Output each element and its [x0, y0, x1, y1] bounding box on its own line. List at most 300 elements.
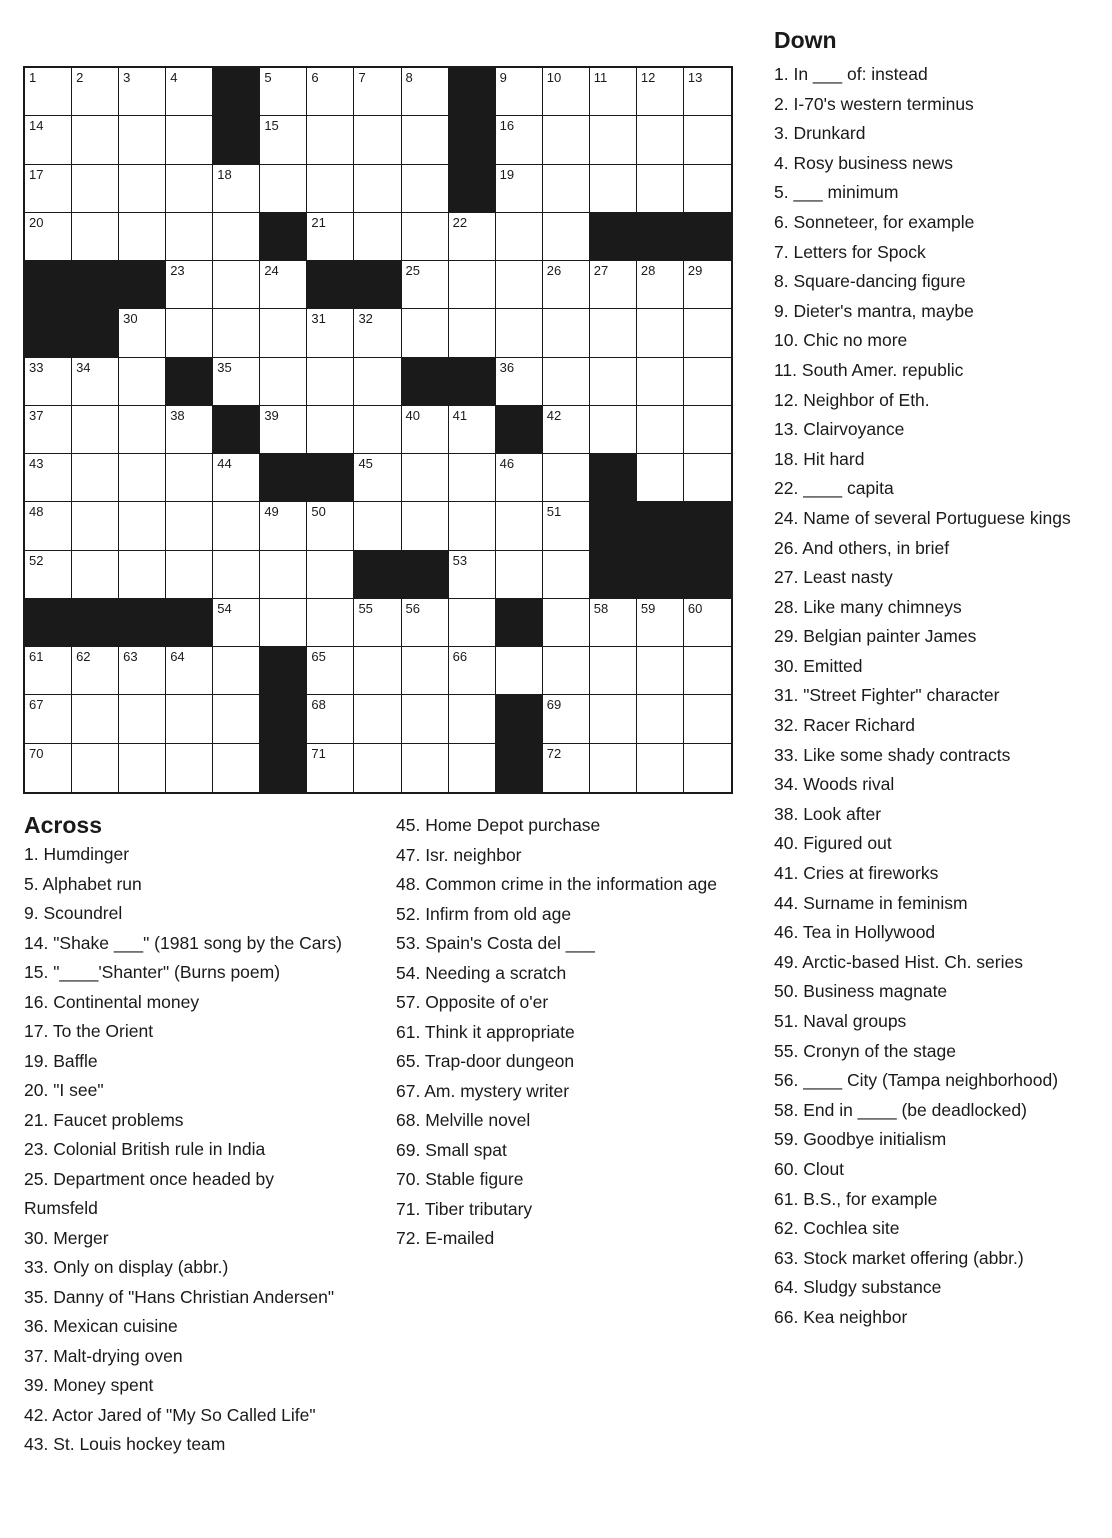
cell-number: 21 [311, 214, 326, 230]
clue-item: 16. Continental money [24, 991, 200, 1012]
grid-cell[interactable] [307, 647, 354, 695]
clue-item: 4. Rosy business news [774, 152, 953, 173]
cell-number: 28 [640, 263, 656, 279]
grid-cell[interactable] [402, 261, 449, 309]
clue-item: 22. ____ capita [774, 478, 894, 499]
grid-cell[interactable] [449, 406, 496, 454]
grid-cell[interactable] [684, 358, 731, 406]
clue-item: 64. Sludgy substance [774, 1277, 942, 1298]
cell-number: 34 [76, 359, 91, 375]
grid-cell[interactable] [354, 647, 401, 695]
grid-cell[interactable] [25, 213, 72, 261]
cell-number: 16 [499, 118, 515, 134]
grid-cell[interactable] [260, 165, 307, 213]
grid-cell[interactable] [496, 213, 543, 261]
cell-number: 67 [29, 697, 44, 713]
grid-cell[interactable] [354, 599, 401, 647]
grid-cell[interactable] [307, 358, 354, 406]
grid-cell[interactable] [590, 406, 637, 454]
grid-cell[interactable] [543, 68, 590, 116]
black-square [637, 213, 684, 261]
grid-cell[interactable] [637, 454, 684, 502]
grid-cell[interactable] [213, 695, 260, 743]
black-square [25, 599, 72, 647]
cell-number: 61 [29, 649, 44, 665]
cell-number: 65 [311, 649, 326, 665]
cell-number: 20 [29, 214, 44, 230]
grid-cell[interactable] [25, 454, 72, 502]
grid-cell[interactable] [72, 68, 119, 116]
grid-cell[interactable] [72, 647, 119, 695]
grid-cell[interactable] [637, 406, 684, 454]
cell-number: 24 [264, 263, 279, 279]
black-square [260, 454, 307, 502]
grid-cell[interactable] [72, 551, 119, 599]
grid-cell[interactable] [119, 502, 166, 550]
grid-cell[interactable] [307, 213, 354, 261]
grid-cell[interactable] [590, 165, 637, 213]
grid-cell[interactable] [307, 309, 354, 357]
grid-cell[interactable] [354, 454, 401, 502]
grid-cell[interactable] [402, 309, 449, 357]
clue-item: 1. Humdinger [24, 844, 130, 864]
grid-cell[interactable] [213, 213, 260, 261]
cell-number: 44 [217, 456, 232, 472]
grid-cell[interactable] [72, 116, 119, 164]
cell-number: 15 [264, 118, 279, 134]
cell-number: 45 [358, 456, 373, 472]
cell-number: 58 [593, 600, 609, 616]
clue-item: 61. B.S., for example [774, 1188, 938, 1209]
clue-item: 59. Goodbye initialism [774, 1129, 947, 1150]
grid-cell[interactable] [260, 551, 307, 599]
grid-cell[interactable] [590, 695, 637, 743]
black-square [449, 68, 496, 116]
grid-cell[interactable] [637, 165, 684, 213]
grid-cell[interactable] [119, 647, 166, 695]
cell-number: 31 [311, 311, 326, 327]
grid-cell[interactable] [260, 68, 307, 116]
clue-item: 35. Danny of "Hans Christian Andersen" [24, 1286, 335, 1307]
grid-cell[interactable] [307, 406, 354, 454]
black-square [72, 309, 119, 357]
cell-number: 29 [687, 263, 703, 279]
grid-cell[interactable] [637, 261, 684, 309]
grid-cell[interactable] [543, 502, 590, 550]
grid-cell[interactable] [543, 165, 590, 213]
grid-cell[interactable] [119, 358, 166, 406]
grid-cell[interactable] [496, 68, 543, 116]
black-square [25, 261, 72, 309]
cell-number: 8 [405, 70, 413, 85]
grid-cell[interactable] [25, 502, 72, 550]
crossword-grid [23, 66, 733, 794]
cell-number: 22 [452, 214, 468, 230]
black-square [684, 213, 731, 261]
grid-cell[interactable] [166, 454, 213, 502]
black-square [213, 68, 260, 116]
grid-cell[interactable] [213, 261, 260, 309]
grid-cell[interactable] [402, 406, 449, 454]
cell-number: 17 [29, 166, 44, 182]
grid-cell[interactable] [637, 599, 684, 647]
clue-item: 7. Letters for Spock [774, 241, 926, 262]
clue-item: 37. Malt-drying oven [24, 1345, 183, 1366]
grid-cell[interactable] [25, 695, 72, 743]
black-square [307, 454, 354, 502]
grid-cell[interactable] [354, 309, 401, 357]
grid-cell[interactable] [543, 599, 590, 647]
grid-cell[interactable] [402, 116, 449, 164]
grid-cell[interactable] [119, 116, 166, 164]
black-square [402, 551, 449, 599]
grid-cell[interactable] [166, 744, 213, 792]
grid-cell[interactable] [402, 213, 449, 261]
grid-cell[interactable] [496, 261, 543, 309]
cell-number: 68 [311, 697, 326, 713]
grid-cell[interactable] [307, 165, 354, 213]
clue-item: 32. Racer Richard [774, 715, 916, 736]
grid-cell[interactable] [307, 599, 354, 647]
cell-number: 63 [123, 649, 138, 665]
grid-cell[interactable] [354, 68, 401, 116]
cell-number: 6 [311, 70, 319, 85]
grid-cell[interactable] [684, 454, 731, 502]
clue-item: 9. Scoundrel [24, 903, 123, 923]
grid-cell[interactable] [637, 309, 684, 357]
black-square [119, 261, 166, 309]
black-square [496, 744, 543, 792]
grid-cell[interactable] [354, 502, 401, 550]
grid-cell[interactable] [543, 213, 590, 261]
clue-item: 71. Tiber tributary [396, 1198, 533, 1219]
grid-cell[interactable] [637, 68, 684, 116]
grid-cell[interactable] [213, 165, 260, 213]
grid-cell[interactable] [166, 165, 213, 213]
grid-cell[interactable] [637, 358, 684, 406]
grid-cell[interactable] [119, 309, 166, 357]
grid-cell[interactable] [402, 599, 449, 647]
clue-item: 46. Tea in Hollywood [774, 922, 936, 943]
grid-cell[interactable] [590, 358, 637, 406]
across-clue-list-2 [396, 811, 717, 1254]
grid-cell[interactable] [354, 165, 401, 213]
grid-cell[interactable] [496, 309, 543, 357]
grid-cell[interactable] [166, 502, 213, 550]
cell-number: 27 [593, 263, 609, 279]
grid-cell[interactable] [307, 116, 354, 164]
clue-item: 13. Clairvoyance [774, 419, 905, 440]
black-square [637, 551, 684, 599]
grid-cell[interactable] [637, 647, 684, 695]
cell-number: 53 [452, 552, 468, 568]
black-square [260, 695, 307, 743]
clue-item: 33. Only on display (abbr.) [24, 1257, 229, 1277]
grid-cell[interactable] [637, 116, 684, 164]
across-clue-list-1 [24, 840, 342, 1460]
clue-item: 52. Infirm from old age [396, 903, 572, 924]
grid-cell[interactable] [590, 68, 637, 116]
grid-cell[interactable] [543, 551, 590, 599]
grid-cell[interactable] [166, 261, 213, 309]
grid-cell[interactable] [590, 261, 637, 309]
grid-cell[interactable] [449, 454, 496, 502]
clue-item: 61. Think it appropriate [396, 1021, 575, 1042]
grid-cell[interactable] [166, 213, 213, 261]
clue-item: 58. End in ____ (be deadlocked) [774, 1099, 1027, 1120]
grid-cell[interactable] [166, 647, 213, 695]
grid-cell[interactable] [307, 68, 354, 116]
black-square [213, 116, 260, 164]
cell-number: 1 [29, 70, 37, 85]
clue-item: 12. Neighbor of Eth. [774, 389, 930, 410]
grid-cell[interactable] [307, 695, 354, 743]
cell-number: 50 [311, 504, 326, 520]
grid-cell[interactable] [543, 261, 590, 309]
cell-number: 72 [546, 745, 562, 761]
grid-cell[interactable] [72, 165, 119, 213]
grid-cell[interactable] [543, 695, 590, 743]
grid-cell[interactable] [119, 68, 166, 116]
black-square [72, 599, 119, 647]
grid-cell[interactable] [72, 213, 119, 261]
grid-cell[interactable] [402, 695, 449, 743]
grid-cell[interactable] [213, 551, 260, 599]
grid-cell[interactable] [119, 695, 166, 743]
grid-cell[interactable] [213, 454, 260, 502]
cell-number: 52 [29, 552, 44, 568]
grid-cell[interactable] [72, 744, 119, 792]
clue-item: 3. Drunkard [774, 123, 866, 144]
grid-cell[interactable] [449, 551, 496, 599]
clue-item: 57. Opposite of o'er [396, 992, 549, 1012]
clue-item: 41. Cries at fireworks [774, 863, 939, 884]
grid-cell[interactable] [213, 647, 260, 695]
black-square [496, 406, 543, 454]
grid-cell[interactable] [590, 599, 637, 647]
grid-cell[interactable] [496, 502, 543, 550]
grid-cell[interactable] [119, 406, 166, 454]
grid-cell[interactable] [684, 599, 731, 647]
grid-cell[interactable] [637, 744, 684, 792]
grid-cell[interactable] [543, 647, 590, 695]
black-square [590, 502, 637, 550]
grid-cell[interactable] [166, 695, 213, 743]
clue-item: 26. And others, in brief [774, 537, 950, 558]
grid-cell[interactable] [213, 358, 260, 406]
grid-cell[interactable] [119, 551, 166, 599]
grid-cell[interactable] [590, 309, 637, 357]
cell-number: 26 [546, 263, 562, 279]
grid-cell[interactable] [496, 647, 543, 695]
grid-cell[interactable] [402, 502, 449, 550]
cell-number: 14 [29, 118, 44, 134]
clue-item: 17. To the Orient [24, 1021, 154, 1041]
grid-cell[interactable] [25, 551, 72, 599]
grid-cell[interactable] [543, 309, 590, 357]
clue-item: 44. Surname in feminism [774, 892, 968, 913]
grid-cell[interactable] [260, 116, 307, 164]
clue-item: 25. Department once headed by [24, 1168, 275, 1189]
black-square [119, 599, 166, 647]
grid-cell[interactable] [260, 309, 307, 357]
grid-cell[interactable] [449, 647, 496, 695]
grid-cell[interactable] [449, 502, 496, 550]
grid-cell[interactable] [684, 116, 731, 164]
black-square [307, 261, 354, 309]
grid-cell[interactable] [260, 261, 307, 309]
cell-number: 11 [593, 70, 608, 85]
cell-number: 66 [452, 649, 468, 665]
clue-item: 66. Kea neighbor [774, 1306, 908, 1327]
grid-cell[interactable] [166, 309, 213, 357]
black-square [25, 309, 72, 357]
clue-item: 34. Woods rival [774, 774, 895, 795]
clue-item: 60. Clout [774, 1158, 845, 1179]
grid-cell[interactable] [260, 406, 307, 454]
grid-cell[interactable] [119, 165, 166, 213]
grid-cell[interactable] [119, 213, 166, 261]
grid-cell[interactable] [307, 744, 354, 792]
black-square [354, 261, 401, 309]
clue-item: 33. Like some shady contracts [774, 744, 1011, 765]
grid-cell[interactable] [354, 116, 401, 164]
grid-cell[interactable] [25, 68, 72, 116]
grid-cell[interactable] [543, 744, 590, 792]
grid-cell[interactable] [260, 502, 307, 550]
grid-cell[interactable] [354, 406, 401, 454]
grid-cell[interactable] [354, 744, 401, 792]
grid-cell[interactable] [25, 358, 72, 406]
cell-number: 32 [358, 311, 373, 327]
grid-cell[interactable] [590, 744, 637, 792]
grid-cell[interactable] [402, 165, 449, 213]
down-heading: Down [774, 27, 837, 53]
black-square [496, 695, 543, 743]
grid-cell[interactable] [449, 695, 496, 743]
grid-cell[interactable] [496, 454, 543, 502]
grid-cell[interactable] [543, 454, 590, 502]
cell-number: 40 [405, 407, 420, 423]
grid-cell[interactable] [213, 599, 260, 647]
black-square [260, 647, 307, 695]
grid-cell[interactable] [260, 599, 307, 647]
grid-cell[interactable] [496, 551, 543, 599]
grid-cell[interactable] [449, 213, 496, 261]
grid-cell[interactable] [72, 358, 119, 406]
grid-cell[interactable] [684, 68, 731, 116]
grid-cell[interactable] [307, 551, 354, 599]
grid-cell[interactable] [449, 309, 496, 357]
grid-cell[interactable] [543, 116, 590, 164]
grid-cell[interactable] [307, 502, 354, 550]
clue-item: 36. Mexican cuisine [24, 1316, 178, 1336]
grid-cell[interactable] [684, 744, 731, 792]
grid-cell[interactable] [449, 744, 496, 792]
grid-cell[interactable] [72, 454, 119, 502]
black-square [72, 261, 119, 309]
black-square [402, 358, 449, 406]
grid-cell[interactable] [213, 502, 260, 550]
black-square [684, 502, 731, 550]
clue-item: 42. Actor Jared of "My So Called Life" [24, 1404, 316, 1425]
cell-number: 60 [687, 600, 703, 616]
grid-cell[interactable] [496, 165, 543, 213]
clue-item: 29. Belgian painter James [774, 626, 977, 647]
black-square [590, 213, 637, 261]
grid-cell[interactable] [72, 695, 119, 743]
black-square [166, 599, 213, 647]
grid-cell[interactable] [25, 406, 72, 454]
grid-cell[interactable] [166, 68, 213, 116]
grid-cell[interactable] [354, 213, 401, 261]
grid-cell[interactable] [260, 358, 307, 406]
clue-item: 55. Cronyn of the stage [774, 1040, 956, 1061]
grid-cell[interactable] [166, 551, 213, 599]
grid-cell[interactable] [354, 695, 401, 743]
cell-number: 46 [499, 456, 515, 472]
grid-cell[interactable] [496, 358, 543, 406]
grid-cell[interactable] [684, 309, 731, 357]
grid-cell[interactable] [25, 165, 72, 213]
grid-cell[interactable] [402, 68, 449, 116]
grid-cell[interactable] [684, 647, 731, 695]
grid-cell[interactable] [402, 647, 449, 695]
grid-cell[interactable] [119, 454, 166, 502]
cell-number: 37 [29, 407, 44, 423]
grid-cell[interactable] [684, 406, 731, 454]
grid-cell[interactable] [354, 358, 401, 406]
cell-number: 19 [499, 166, 515, 182]
grid-cell[interactable] [166, 406, 213, 454]
black-square [496, 599, 543, 647]
black-square [166, 358, 213, 406]
grid-cell[interactable] [684, 165, 731, 213]
cell-number: 43 [29, 456, 44, 472]
grid-cell[interactable] [402, 744, 449, 792]
grid-cell[interactable] [449, 599, 496, 647]
grid-cell[interactable] [72, 406, 119, 454]
grid-cell[interactable] [25, 116, 72, 164]
clue-item: 18. Hit hard [774, 448, 865, 469]
grid-cell[interactable] [590, 116, 637, 164]
grid-cell[interactable] [637, 695, 684, 743]
grid-cell[interactable] [166, 116, 213, 164]
grid-cell[interactable] [72, 502, 119, 550]
grid-cell[interactable] [213, 309, 260, 357]
grid-cell[interactable] [25, 744, 72, 792]
grid-cell[interactable] [119, 744, 166, 792]
grid-cell[interactable] [684, 695, 731, 743]
clue-item: 39. Money spent [24, 1375, 154, 1395]
clue-item: 30. Merger [24, 1227, 109, 1248]
cell-number: 9 [499, 70, 507, 85]
grid-cell[interactable] [543, 358, 590, 406]
cell-number: 49 [264, 504, 279, 520]
grid-cell[interactable] [213, 744, 260, 792]
grid-cell[interactable] [543, 406, 590, 454]
grid-cell[interactable] [402, 454, 449, 502]
grid-cell[interactable] [496, 116, 543, 164]
clue-item: 67. Am. mystery writer [396, 1080, 570, 1101]
black-square [354, 551, 401, 599]
clue-item: 45. Home Depot purchase [396, 815, 601, 835]
grid-cell[interactable] [25, 647, 72, 695]
grid-cell[interactable] [449, 261, 496, 309]
clue-item: 68. Melville novel [396, 1110, 531, 1130]
grid-cell[interactable] [590, 647, 637, 695]
grid-cell[interactable] [684, 261, 731, 309]
